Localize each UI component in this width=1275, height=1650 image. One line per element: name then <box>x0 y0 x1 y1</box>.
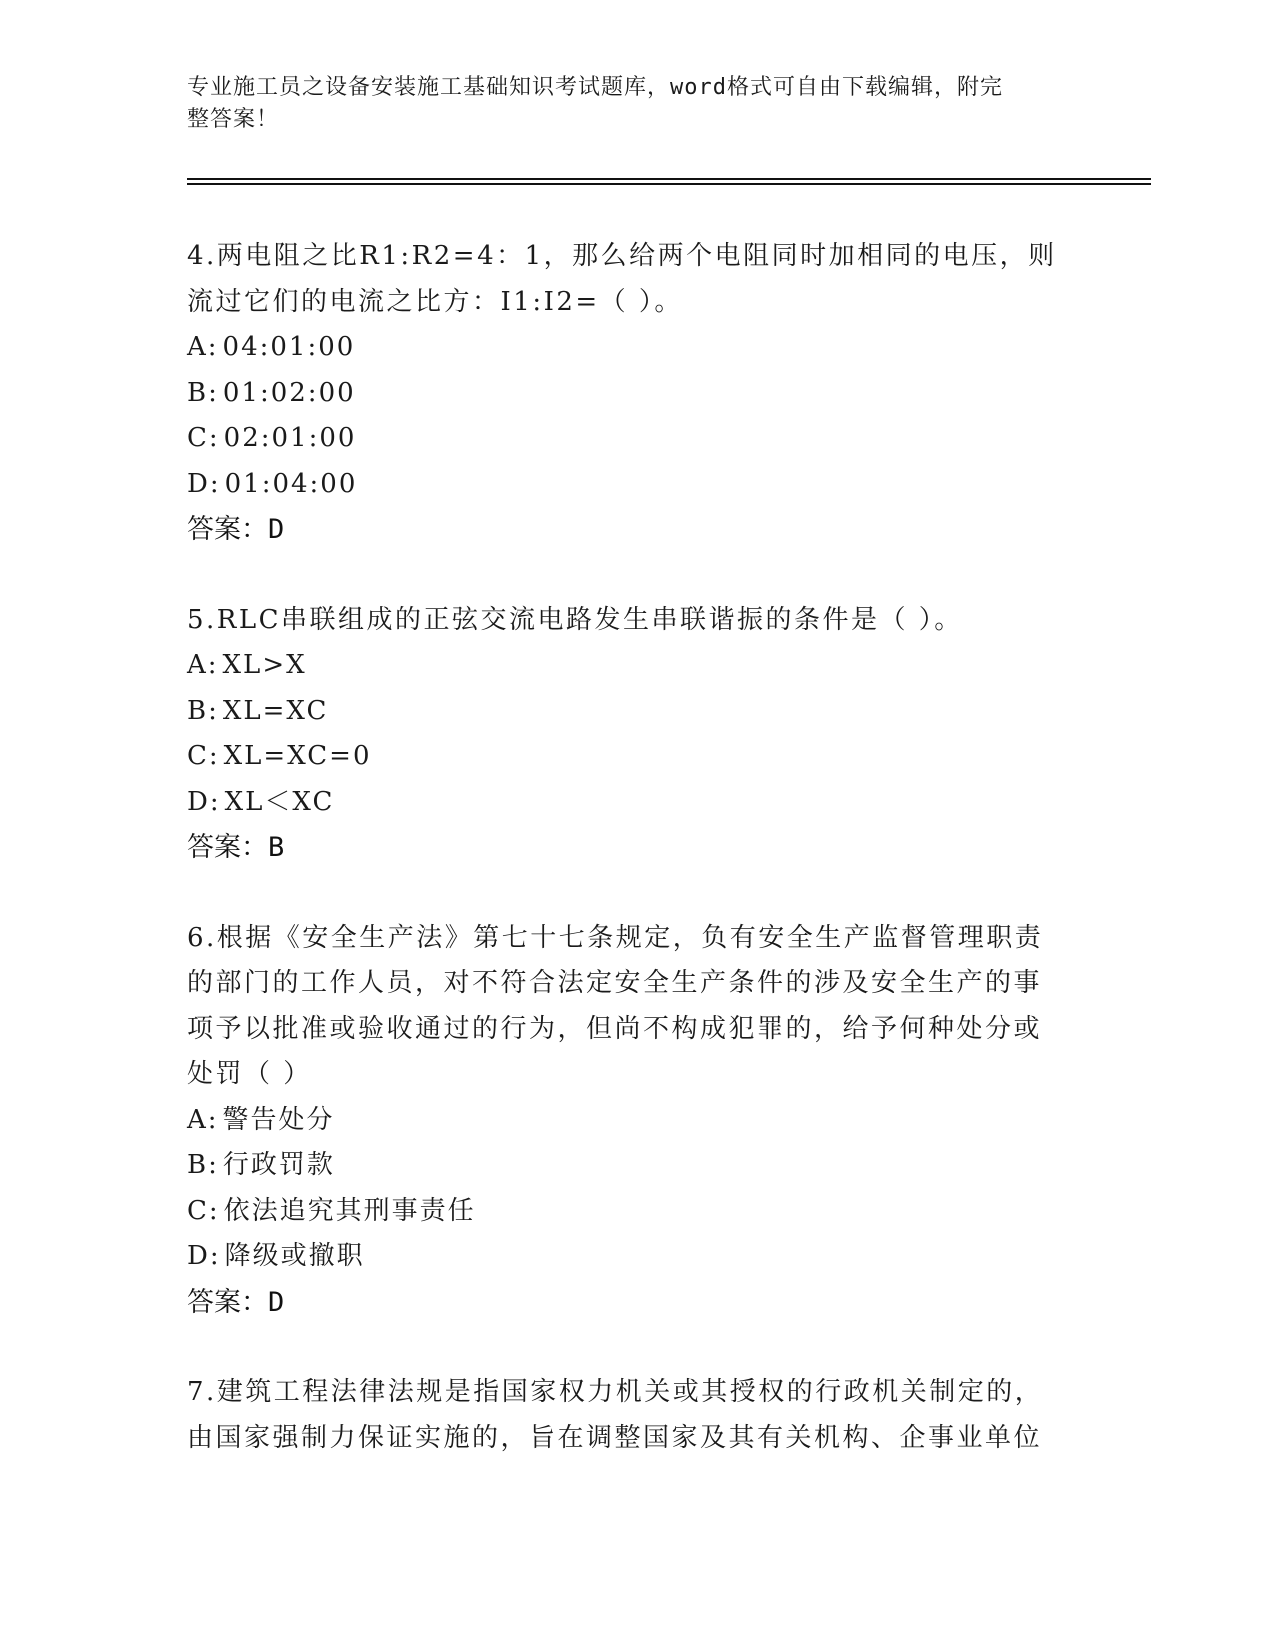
header-divider-top <box>187 178 1151 180</box>
option-letter: D: <box>187 1241 221 1271</box>
option-a <box>187 1098 1067 1144</box>
option-b <box>187 689 1067 735</box>
option-d <box>187 462 1067 508</box>
option-letter: B: <box>187 695 219 726</box>
option-c <box>187 1189 1067 1235</box>
option-text: 行政罚款 <box>222 1150 335 1180</box>
option-a <box>187 325 1067 371</box>
option-letter: B: <box>187 377 219 408</box>
question-stem: 5.RLC串联组成的正弦交流电路发生串联谐振的条件是（ ）。 <box>187 604 963 635</box>
answer-label: 答案：D <box>187 1286 285 1318</box>
option-a <box>187 643 1067 689</box>
option-text: 降级或撤职 <box>224 1241 365 1271</box>
option-text: XL=XC <box>222 695 329 726</box>
option-b <box>187 371 1067 417</box>
question-6 <box>187 916 1067 1326</box>
question-list <box>187 234 1067 1506</box>
option-d <box>187 780 1067 826</box>
option-letter: C: <box>187 423 220 453</box>
option-text: 警告处分 <box>222 1104 335 1135</box>
header-divider-bottom <box>187 183 1151 185</box>
answer-label: 答案：B <box>187 832 285 863</box>
option-text: XL=XC=0 <box>223 741 372 771</box>
question-4 <box>187 234 1067 553</box>
option-text: 01:04:00 <box>224 468 358 499</box>
header-line-1: 专业施工员之设备安装施工基础知识考试题库，word格式可自由下载编辑，附完 <box>187 75 1003 100</box>
option-letter: C: <box>187 1195 220 1226</box>
option-text: XL>X <box>222 650 307 680</box>
option-d <box>187 1234 1067 1280</box>
document-header <box>187 72 1067 136</box>
option-b <box>187 1143 1067 1189</box>
question-7 <box>187 1370 1067 1461</box>
option-letter: C: <box>187 741 220 771</box>
option-letter: D: <box>187 468 221 499</box>
option-c <box>187 416 1067 462</box>
option-letter: B: <box>187 1150 219 1180</box>
option-letter: A: <box>187 1104 219 1135</box>
option-text: 04:01:00 <box>222 332 356 362</box>
question-stem: 4.两电阻之比R1:R2=4：1，那么给两个电阻同时加相同的电压，则流过它们的电流之比方：I1:I2=（ ）。 <box>187 241 1057 317</box>
header-line-2: 整答案！ <box>187 107 280 132</box>
answer-label: 答案：D <box>187 514 285 545</box>
option-letter: D: <box>187 786 221 817</box>
question-5 <box>187 598 1067 871</box>
question-stem: 6.根据《安全生产法》第七十七条规定，负有安全生产监督管理职责的部门的工作人员，对不符合法定安全生产条件的涉及安全生产的事项予以批准或验收通过的行为，但尚不构成犯罪的，给予何种处分或处罚（ ） <box>187 922 1044 1089</box>
option-c <box>187 734 1067 780</box>
question-stem: 7.建筑工程法律法规是指国家权力机关或其授权的行政机关制定的，由国家强制力保证实施的，旨在调整国家及其有关机构、企事业单位 <box>187 1377 1044 1453</box>
option-letter: A: <box>187 332 219 362</box>
option-text: 02:01:00 <box>223 423 357 453</box>
option-text: 01:02:00 <box>222 377 356 408</box>
option-text: 依法追究其刑事责任 <box>223 1195 476 1226</box>
option-letter: A: <box>187 650 219 680</box>
option-text: XL＜XC <box>224 786 335 817</box>
